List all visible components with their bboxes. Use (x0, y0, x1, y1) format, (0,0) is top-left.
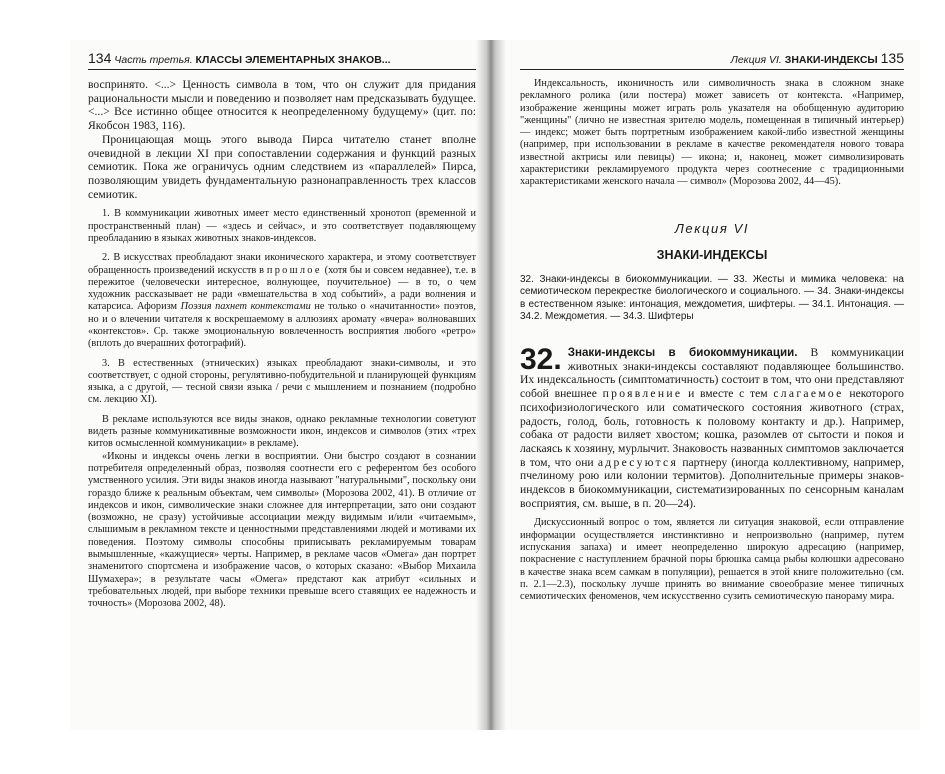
lecture-subtitle: ЗНАКИ-ИНДЕКСЫ (656, 247, 768, 262)
sec-text-d: партнеру (иногда коллективному, например, пчелиному рою или колонии термитов). Дополнительные примеры знаков-индексов в биокоммуникации, систематизированных по сенсорным каналам восприятия, см. выше, в п. 20—24). (520, 455, 904, 510)
left-paragraph-4 (88, 252, 476, 350)
sec-text-b: и вместе с тем (688, 387, 768, 401)
right-page-number: 135 (880, 50, 904, 66)
section-32-text (520, 343, 904, 510)
section-number: 32. (520, 343, 562, 377)
left-paragraph-6: В рекламе используются все виды знаков, однако рекламные технологии советуют видеть разные коммуникативные возможности икон, индексов и символов (этих «трех китов осмысленной коммуникации» в рекламе). (88, 413, 476, 450)
p4-spaced-word: прошлое (266, 264, 322, 276)
sec-spaced-2: слагаемое (773, 387, 844, 401)
right-header-title: ЗНАКИ-ИНДЕКСЫ (784, 54, 878, 66)
right-header-lecture: Лекция VI. (730, 54, 782, 66)
left-page-number: 134 (88, 50, 112, 66)
left-paragraph-7: «Иконы и индексы очень легки в восприятии. Они быстро создают в сознании потребителя определенный образ, позволяя соотнести его с референтом без особого умственного усилия. Эти виды знаков иногда называют "натуральными", поскольку они гораздо ближе к реальным объектам, чем символы» (Морозова 2002, 41). В отличие от индексов и икон, символические знаки сложнее для интерпретации, зато они создают (возможно, не сразу) устойчивые ассоциации между видимым и/или «читаемым», слышимым в рекламном тексте и ценностными представлениями людей и мотивами их поведения. Поэтому символы способны приписывать рекламируемым товарам вымышленные, «кажущиеся» черты. Например, в рекламе часов «Омега» дан портрет знаменитого спортсмена и изображение часов, о которых сказано: «Выбор Михаила Шумахера»; в результате часы «Омега» предстают как атрибут «сильных и требовательных людей, при выборе техники превыше всего ставящих ее надежность и точность» (Морозова 2002, 48). (88, 450, 476, 610)
section-32 (520, 343, 904, 510)
section-title: Знаки-индексы в биокоммуникации. (567, 346, 798, 360)
left-header-part: Часть третья. (114, 54, 193, 66)
right-page (520, 50, 904, 604)
lecture-title: Лекция VI (674, 220, 750, 236)
sec-text-a: В коммуникации животных знаки-индексы составляют подавляющее большинство. Их индексальность (симптоматичность) состоит в том, что они представляют собой внешнее (520, 346, 904, 401)
left-paragraph-5: 3. В естественных (этнических) языках преобладают знаки-символы, и это соответствует, с одной стороны, регулятивно-побудительной и планирующей функциям языка, а с другой, — тесной связи языка / речи с мышлением и познанием (подробно см. лекцию XI). (88, 357, 476, 406)
p4-text-b: (хотя бы и совсем недавнее), т.е. в пережитое (человечески интересное, волнующее, поучительное) — в то, о чем художник рассказывает не ради «вмешательства в ход событий», а ради волнения и катарсиса. Афоризм (88, 264, 476, 313)
left-header-title: КЛАССЫ ЭЛЕМЕНТАРНЫХ ЗНАКОВ... (195, 54, 391, 66)
left-paragraph-3: 1. В коммуникации животных имеет место единственный хронотоп (временной и пространственный план) — «здесь и сейчас», и это соответствует подавляющему преобладанию в языках животных знаков-индексов. (88, 208, 476, 244)
sec-spaced-1: проявление (602, 387, 683, 401)
sec-spaced-3: адресуются (597, 455, 679, 469)
book-gutter (476, 40, 506, 730)
left-paragraph-2: Проницающая мощь этого вывода Пирса читателю станет вполне очевидной в лекции XI при сопоставлении содержания и функций разных семиотик. Пока же ограничусь одним следствием из «параллелей» Пирса, позволяющим увидеть фундаментальную разнонаправленность трех классов семиотик. (88, 132, 476, 201)
sec-text-c: некоторого психофизиологического или соматического состояния животного (страх, радость, голод, боль, готовность к половому контакту и др.). Например, собака от радости виляет хвостом; кошка, разомлев от сытости и покоя и ласкаясь к хозяину, мурлычит. Знаковость названных симптомов заключается в том, что они (520, 387, 904, 469)
left-paragraph-1: воспринято. <...> Ценность символа в том, что он служит для придания рациональности мысли и поведению и позволяет нам предсказывать будущее. <...> Все истинно общее относится к неопределенному будущему» (цит. по: Якобсон 1983, 116). (88, 78, 476, 133)
right-paragraph-1: Индексальность, иконичность или символичность знака в сложном знаке рекламного ролика (или постера) может зависеть от контекста. «Например, изображение женщины может играть роль указателя на обобщенную аудиторию "женщины" (лично не известная зрителю модель, помещенная в типичный интерьер) — индекс; может быть портретным изображением какой-либо известной женщины (например, при использовании в рекламе в качестве рекомендателя нового товара известной актрисы или певицы) — икона; и, наконец, может символизировать характеристики рекламируемого продукта через соотнесение с традиционными характеристиками женского начала — символ» (Морозова 2002, 44—45). (520, 78, 904, 188)
lecture-contents: 32. Знаки-индексы в биокоммуникации. — 33. Жесты и мимика человека: на семиотическом перекрестке биологического и социального. — 34. Знаки-индексы в естественном языке: интонация, междометия, шифтеры. — 34.1. Интонация. — 34.2. Междометия. — 34.3. Шифтеры (520, 273, 904, 323)
p4-aphorism: Поэзия пахнет контекстами (180, 301, 311, 313)
left-page (88, 50, 476, 611)
p4-text-c: не только о «начитанности» поэтов, но и о влечении читателя к воскрешаемому в аллюзиях аромату «вчера» волновавших «контекстов». Ср. также эмоциональную вовлеченность восприятия любого «ретро» (вплоть до вчерашних фотографий). (88, 301, 476, 350)
left-running-header (88, 50, 476, 70)
p4-text-a: 2. В искусствах преобладают знаки иконического характера, и этому соответствует обращенность произведений искусств в (88, 252, 476, 276)
right-running-header (520, 50, 904, 70)
right-paragraph-last: Дискуссионный вопрос о том, является ли ситуация знаковой, если отправление информации осуществляется инстинктивно и непроизвольно (например, путем испускания запаха) и имеет неопределенно широкую адресацию (например, покраснение с наступлением брачной поры брюшка самца рыбы колюшки адресовано в качестве знака всем самкам в популяции), решается в этой книге положительно (см. п. 2.1—2.3), поскольку лучше принять во внимание своеобразие менее типичных семиотических феноменов, чем искусственно сузить семиотическую панораму мира. (520, 517, 904, 603)
